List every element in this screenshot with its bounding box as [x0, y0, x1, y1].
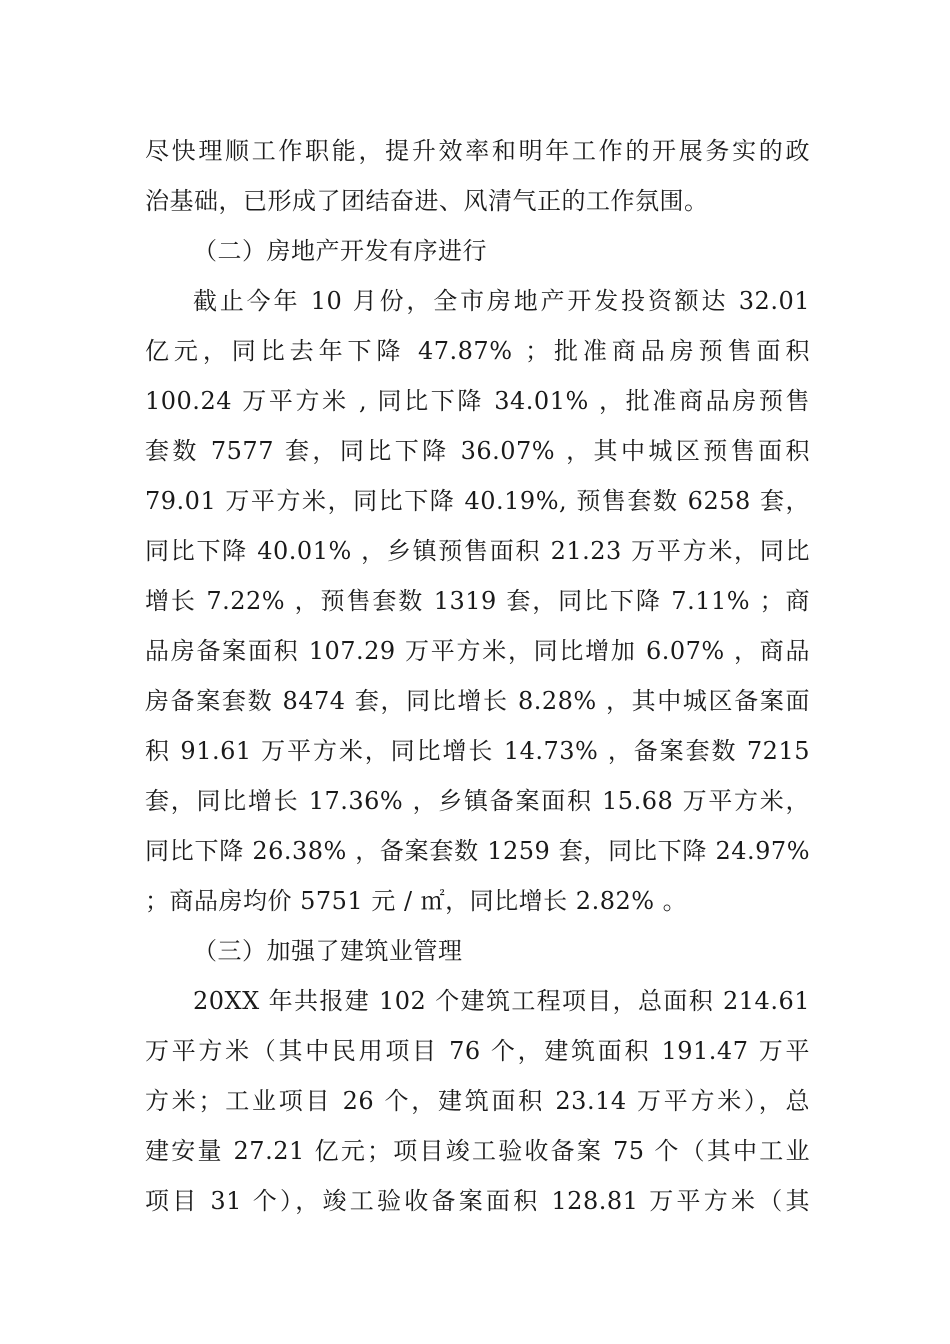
- paragraph-line: 积 91.61 万平方米，同比增长 14.73% ，备案套数 7215: [145, 737, 810, 765]
- paragraph-line: 79.01 万平方米，同比下降 40.19%, 预售套数 6258 套，: [145, 487, 810, 515]
- paragraph-line: 同比下降 40.01% ，乡镇预售面积 21.23 万平方米，同比: [145, 537, 810, 565]
- paragraph-line: 万平方米（其中民用项目 76 个，建筑面积 191.47 万平: [145, 1037, 810, 1065]
- paragraph-line: 同比下降 26.38% ，备案套数 1259 套，同比下降 24.97%: [145, 837, 810, 865]
- paragraph-line: 项目 31 个），竣工验收备案面积 128.81 万平方米（其: [145, 1187, 810, 1215]
- section-heading: （三）加强了建筑业管理: [193, 937, 463, 965]
- paragraph-line: 增长 7.22% ，预售套数 1319 套，同比下降 7.11% ；商: [145, 587, 810, 615]
- paragraph-line: 套，同比增长 17.36% ，乡镇备案面积 15.68 万平方米，: [145, 787, 810, 815]
- section-heading: （二）房地产开发有序进行: [193, 237, 487, 265]
- paragraph-line: ；商品房均价 5751 元 / ㎡，同比增长 2.82% 。: [145, 887, 688, 915]
- paragraph-line: 建安量 27.21 亿元；项目竣工验收备案 75 个（其中工业: [145, 1137, 810, 1165]
- paragraph-line: 100.24 万平方米 , 同比下降 34.01% ，批准商品房预售: [145, 387, 810, 415]
- paragraph-line: 截止今年 10 月份，全市房地产开发投资额达 32.01: [193, 287, 810, 315]
- paragraph-line: 套数 7577 套，同比下降 36.07% ，其中城区预售面积: [145, 437, 810, 465]
- paragraph-line: 亿元，同比去年下降 47.87% ；批准商品房预售面积: [145, 337, 810, 365]
- paragraph-line: 品房备案面积 107.29 万平方米，同比增加 6.07% ，商品: [145, 637, 810, 665]
- paragraph-line: 尽快理顺工作职能，提升效率和明年工作的开展务实的政: [145, 137, 810, 165]
- paragraph-line: 方米；工业项目 26 个，建筑面积 23.14 万平方米），总: [145, 1087, 810, 1115]
- paragraph-line: 治基础，已形成了团结奋进、风清气正的工作氛围。: [145, 187, 709, 215]
- paragraph-line: 房备案套数 8474 套，同比增长 8.28% ，其中城区备案面: [145, 687, 810, 715]
- paragraph-line: 20XX 年共报建 102 个建筑工程项目，总面积 214.61: [193, 987, 810, 1015]
